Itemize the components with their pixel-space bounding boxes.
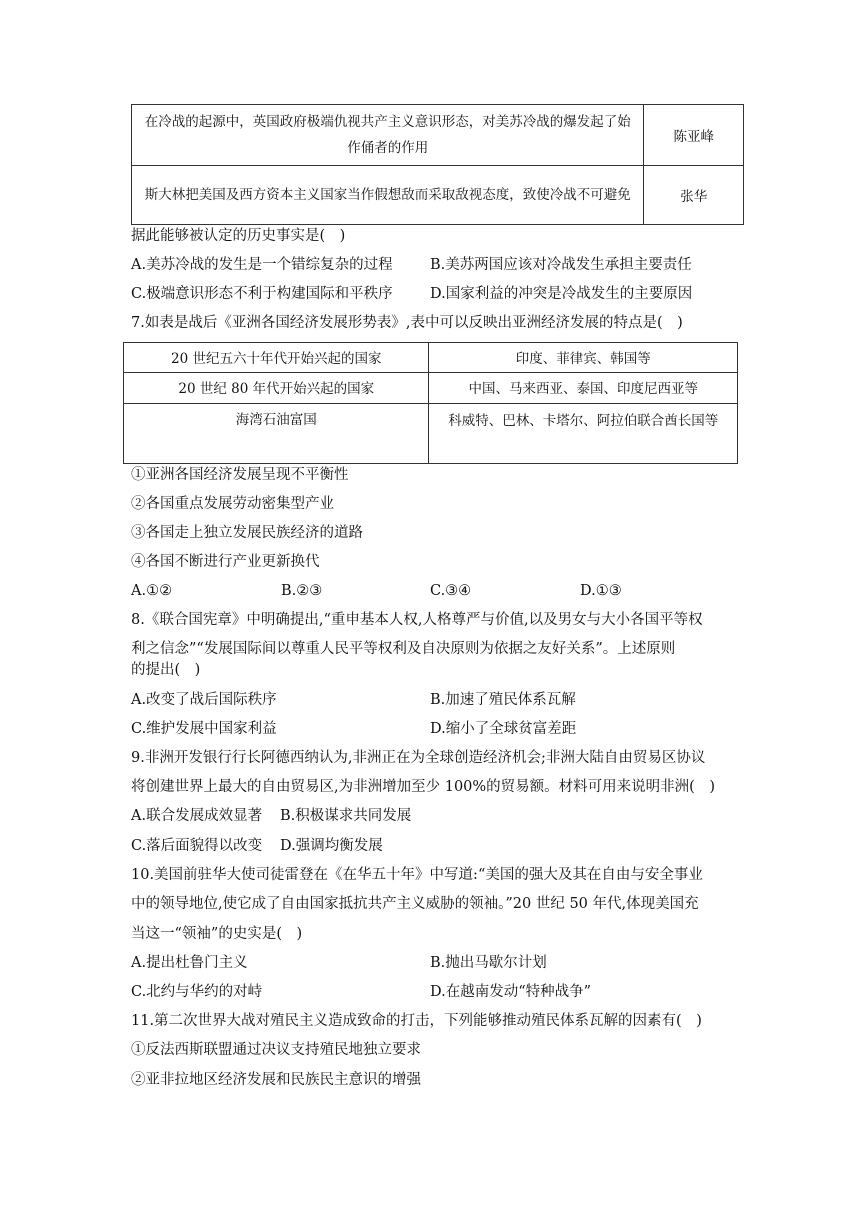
option-b[interactable]: B.积极谋求共同发展: [280, 808, 412, 824]
option-a[interactable]: A.①②: [131, 583, 173, 599]
table-cell-countries: 科威特、巴林、卡塔尔、阿拉伯联合酋长国等: [429, 404, 738, 464]
viewpoint-table: [131, 104, 744, 225]
view-text: 斯大林把美国及西方资本主义国家当作假想敌而采取敌视态度，致使冷战不可避免: [144, 187, 631, 203]
question-stem-line: 8.《联合国宪章》中明确提出,“重申基本人权,人格尊严与价值,以及男女与大小各国平等权: [131, 612, 703, 628]
option-d[interactable]: D.在越南发动“特种战争”: [430, 984, 592, 1000]
table-cell-countries: 中国、马来西亚、泰国、印度尼西亚等: [429, 373, 738, 404]
option-c[interactable]: C.北约与华约的对峙: [131, 984, 263, 1000]
option-d[interactable]: D.①③: [580, 583, 622, 599]
table-row: [124, 404, 738, 464]
table-row: [124, 373, 738, 404]
table-cell-countries: 印度、菲律宾、韩国等: [429, 343, 738, 373]
question-stem-line: 将创建世界上最大的自由贸易区,为非洲增加至少 100%的贸易额。材料可用来说明非洲( ): [131, 779, 715, 795]
question-stem-line: 当这一“领袖”的史实是( ): [131, 926, 303, 942]
asia-economy-table: [123, 342, 738, 464]
option-b[interactable]: B.美苏两国应该对冷战发生承担主要责任: [430, 257, 692, 273]
question-stem-line: 10.美国前驻华大使司徒雷登在《在华五十年》中写道:“美国的强大及其在自由与安全事业: [131, 867, 703, 883]
question-stem-line: 9.非洲开发银行行长阿德西纳认为,非洲正在为全球创造经济机会;非洲大陆自由贸易区协议: [131, 750, 706, 766]
statement-item: ②亚非拉地区经济发展和民族民主意识的增强: [131, 1072, 421, 1088]
author-text: 张华: [680, 189, 708, 205]
statement-item: ①反法西斯联盟通过决议支持殖民地独立要求: [131, 1042, 421, 1058]
author-text: 陈亚峰: [673, 129, 714, 145]
question-stem-line: 中的领导地位,使它成了自由国家抵抗共产主义威胁的领袖。”20 世纪 50 年代,体现美国充: [131, 896, 699, 912]
question-stem: 7.如表是战后《亚洲各国经济发展形势表》,表中可以反映出亚洲经济发展的特点是( ): [131, 315, 683, 331]
view-text: 在冷战的起源中，英国政府极端仇视共产主义意识形态，对美苏冷战的爆发起了始作俑者的作用: [144, 114, 631, 156]
table-cell-author: [644, 166, 744, 225]
question-stem-line: 的提出( ): [131, 662, 201, 678]
option-c[interactable]: C.落后面貌得以改变: [131, 838, 263, 854]
option-c[interactable]: C.③④: [430, 583, 472, 599]
option-d[interactable]: D.缩小了全球贫富差距: [430, 721, 577, 737]
table-row: [132, 166, 744, 225]
statement-item: ②各国重点发展劳动密集型产业: [131, 496, 334, 512]
statement-item: ④各国不断进行产业更新换代: [131, 554, 320, 570]
table-cell-view: [132, 105, 644, 166]
table-cell-view: [132, 166, 644, 225]
statement-item: ①亚洲各国经济发展呈现不平衡性: [131, 467, 349, 483]
statement-item: ③各国走上独立发展民族经济的道路: [131, 525, 363, 541]
table-row: [124, 343, 738, 373]
option-d[interactable]: D.国家利益的冲突是冷战发生的主要原因: [430, 286, 693, 302]
option-c[interactable]: C.维护发展中国家利益: [131, 721, 277, 737]
option-b[interactable]: B.②③: [281, 583, 323, 599]
option-b[interactable]: B.抛出马歇尔计划: [430, 955, 547, 971]
option-a[interactable]: A.改变了战后国际秩序: [131, 692, 277, 708]
question-stem: 据此能够被认定的历史事实是( ): [131, 228, 346, 244]
table-cell-type: 20 世纪五六十年代开始兴起的国家: [124, 343, 429, 373]
option-b[interactable]: B.加速了殖民体系瓦解: [430, 692, 576, 708]
option-d[interactable]: D.强调均衡发展: [280, 838, 383, 854]
table-cell-type: 20 世纪 80 年代开始兴起的国家: [124, 373, 429, 404]
table-cell-type: 海湾石油富国: [124, 404, 429, 464]
option-c[interactable]: C.极端意识形态不利于构建国际和平秩序: [131, 286, 393, 302]
table-cell-author: [644, 105, 744, 166]
option-a[interactable]: A.联合发展成效显著: [131, 808, 263, 824]
option-a[interactable]: A.美苏冷战的发生是一个错综复杂的过程: [131, 257, 393, 273]
question-stem-line: 利之信念”“发展国际间以尊重人民平等权利及自决原则为依据之友好关系”。上述原则: [131, 641, 676, 657]
option-a[interactable]: A.提出杜鲁门主义: [131, 955, 248, 971]
table-row: [132, 105, 744, 166]
question-stem: 11.第二次世界大战对殖民主义造成致命的打击，下列能够推动殖民体系瓦解的因素有( ): [131, 1013, 702, 1029]
